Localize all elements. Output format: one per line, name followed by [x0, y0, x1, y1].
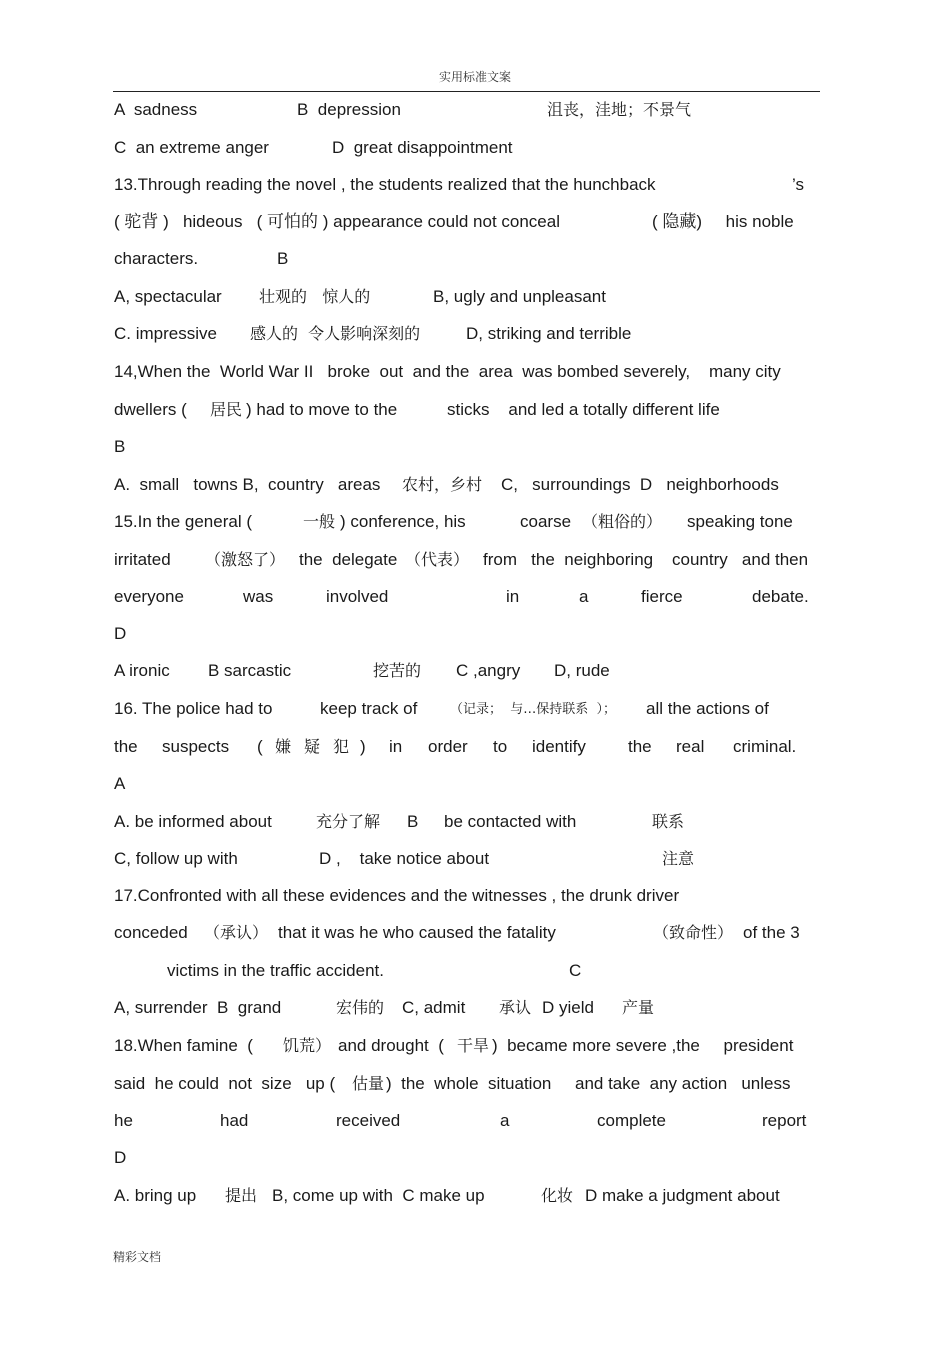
option-a: A, surrender B grand	[114, 998, 282, 1017]
gloss: 注意	[662, 849, 695, 868]
option-b: B sarcastic	[208, 661, 292, 680]
gloss: （粗俗的）	[582, 512, 663, 531]
word: the	[114, 737, 138, 756]
question-13-line-3: characters.	[114, 249, 199, 268]
word: order	[428, 737, 468, 756]
question-13-line-2b: ( 隐藏) his noble	[652, 212, 794, 231]
option-d: D make a judgment about	[585, 1186, 780, 1205]
question-14-line-2a: dwellers (	[114, 400, 187, 419]
question-17-line-2c: of the 3	[743, 923, 800, 942]
question-14-line-2b: ) had to move to the	[246, 400, 398, 419]
option-a: A, spectacular	[114, 287, 222, 306]
question-18-line-1a: 18.When famine (	[114, 1036, 253, 1055]
gloss: （记录； 与…保持联系 ）；	[450, 702, 617, 717]
question-18-line-2b: ) the whole situation and take any action unless	[386, 1074, 791, 1093]
question-15-line-1b: ) conference, his	[340, 512, 466, 531]
option-a: A ironic	[114, 661, 170, 680]
gloss: 宏伟的	[336, 998, 385, 1017]
option-b: B, ugly and unpleasant	[433, 287, 606, 306]
word: 疑	[304, 737, 321, 756]
question-13-line-2a: ( 驼背 ) hideous ( 可怕的 ) appearance could not conceal	[114, 212, 560, 231]
gloss: （承认）	[204, 923, 269, 942]
word: fierce	[641, 587, 683, 606]
answer-13: B	[277, 249, 289, 268]
option-c: C, follow up with	[114, 849, 238, 868]
word: was	[243, 587, 274, 606]
gloss: 联系	[652, 812, 685, 831]
gloss: 感人的 令人影响深刻的	[250, 324, 421, 343]
options-14b: C, surroundings D neighborhoods	[501, 475, 779, 494]
option-b-c: B, come up with C make up	[272, 1186, 485, 1205]
option-c: C an extreme anger	[114, 138, 269, 157]
answer-15: D	[114, 624, 127, 643]
question-15-line-1c: coarse	[520, 512, 572, 531]
gloss: 干旱	[457, 1036, 490, 1055]
gloss: 挖苦的	[373, 661, 422, 680]
option-c: C, admit	[402, 998, 466, 1017]
question-14-line-1: 14,When the World War II broke out and the area was bombed severely, many city	[114, 362, 781, 381]
question-14-line-2c: sticks and led a totally different life	[447, 400, 720, 419]
word: 犯	[333, 737, 350, 756]
word: a	[500, 1111, 510, 1130]
option-a: A sadness	[114, 100, 198, 119]
option-d: D , take notice about	[319, 849, 490, 868]
gloss: （致命性）	[653, 923, 734, 942]
word: the	[628, 737, 652, 756]
question-18-line-1b: and drought (	[338, 1036, 444, 1055]
question-16-line-1c: all the actions of	[646, 699, 769, 718]
apostrophe-s: ’s	[792, 175, 804, 194]
option-d: D great disappointment	[332, 138, 513, 157]
option-c: C. impressive	[114, 324, 217, 343]
gloss: 沮丧，洼地；不景气	[547, 100, 692, 119]
question-17-line-2a: conceded	[114, 923, 188, 942]
option-a: A. be informed about	[114, 812, 272, 831]
page-header: 实用标准文案	[438, 70, 511, 84]
option-a: A. bring up	[114, 1186, 197, 1205]
gloss: （代表）	[405, 550, 470, 569]
option-b: B depression	[297, 100, 401, 119]
gloss: 估量	[352, 1074, 385, 1093]
gloss: 充分了解	[316, 812, 381, 831]
answer-18: D	[114, 1148, 127, 1167]
question-16-line-1a: 16. The police had to	[114, 699, 273, 718]
word: to	[493, 737, 508, 756]
answer-17: C	[569, 961, 582, 980]
options-14a: A. small towns B, country areas	[114, 475, 381, 494]
question-15-line-2a: irritated	[114, 550, 171, 569]
word: in	[506, 587, 520, 606]
word: had	[220, 1111, 249, 1130]
word: in	[389, 737, 403, 756]
word: received	[336, 1111, 401, 1130]
page-footer: 精彩文档	[113, 1250, 162, 1264]
word: )	[360, 737, 366, 756]
question-15-line-1a: 15.In the general (	[114, 512, 252, 531]
word: a	[579, 587, 589, 606]
question-18-line-2a: said he could not size up (	[114, 1074, 336, 1093]
gloss: 壮观的 惊人的	[259, 287, 371, 306]
answer-16: A	[114, 774, 126, 793]
question-18-line-1c: ) became more severe ,the president	[492, 1036, 794, 1055]
word: everyone	[114, 587, 184, 606]
gloss: 提出	[225, 1186, 258, 1205]
word: he	[114, 1111, 133, 1130]
word: report	[762, 1111, 807, 1130]
option-d: D, rude	[554, 661, 610, 680]
gloss: 农村，乡村	[402, 475, 483, 494]
gloss: 产量	[622, 998, 655, 1017]
word: debate.	[752, 587, 809, 606]
option-c: C ,angry	[456, 661, 521, 680]
question-15-line-1d: speaking tone	[687, 512, 793, 531]
question-15-line-2c: from the neighboring country and then	[483, 550, 809, 569]
word: criminal.	[733, 737, 797, 756]
word: real	[676, 737, 705, 756]
question-17-line-2b: that it was he who caused the fatality	[278, 923, 556, 942]
gloss: （激怒了）	[205, 550, 286, 569]
gloss: 化妆	[541, 1186, 574, 1205]
option-d: D, striking and terrible	[466, 324, 632, 343]
question-17-line-1: 17.Confronted with all these evidences and the witnesses , the drunk driver	[114, 886, 680, 905]
gloss: 一般	[303, 512, 336, 531]
answer-14: B	[114, 437, 126, 456]
gloss: 居民	[210, 400, 243, 419]
word: (	[257, 737, 263, 756]
word: complete	[597, 1111, 666, 1130]
word: suspects	[162, 737, 230, 756]
question-16-line-1b: keep track of	[320, 699, 418, 718]
option-b: be contacted with	[444, 812, 577, 831]
option-d: D yield	[542, 998, 594, 1017]
word: 嫌	[275, 737, 292, 756]
question-13-line-1: 13.Through reading the novel , the students realized that the hunchback	[114, 175, 656, 194]
question-17-line-3: victims in the traffic accident.	[167, 961, 384, 980]
word: identify	[532, 737, 586, 756]
option-b-letter: B	[407, 812, 419, 831]
gloss: 承认	[499, 998, 532, 1017]
word: involved	[326, 587, 389, 606]
question-15-line-2b: the delegate	[299, 550, 398, 569]
header-rule	[113, 91, 820, 92]
gloss: 饥荒）	[283, 1036, 332, 1055]
